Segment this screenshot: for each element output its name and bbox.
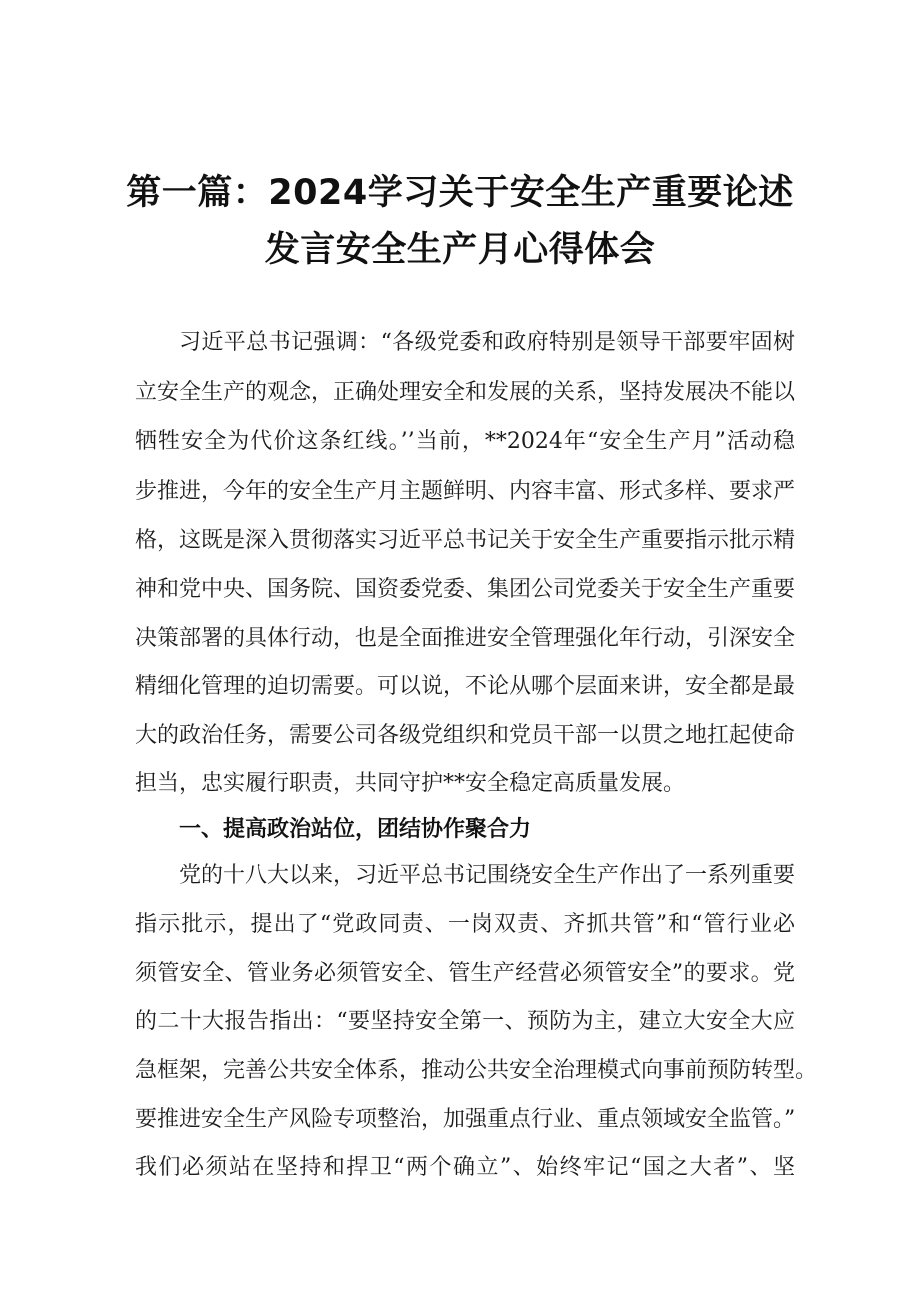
paragraph-2-line: 我们必须站在坚持和捍卫“两个确立”、始终牢记“国之大者”、坚 bbox=[135, 1155, 795, 1180]
paragraph-1-line: 立安全生产的观念，正确处理安全和发展的关系，坚持发展决不能以 bbox=[135, 380, 796, 405]
paragraph-1-line: 大的政治任务，需要公司各级党组织和党员干部一以贯之地扛起使命 bbox=[135, 723, 796, 748]
paragraph-1-line: 步推进，今年的安全生产月主题鲜明、内容丰富、形式多样、要求严 bbox=[135, 479, 796, 504]
paragraph-2-line: 要推进安全生产风险专项整治，加强重点行业、重点领域安全监管。” bbox=[135, 1107, 796, 1132]
paragraph-1-line: 担当，忠实履行职责，共同守护**安全稳定高质量发展。 bbox=[135, 771, 686, 796]
paragraph-2-line: 须管安全、管业务必须管安全、管生产经营必须管安全”的要求。党 bbox=[135, 961, 795, 986]
paragraph-1-line: 精细化管理的迫切需要。可以说，不论从哪个层面来讲，安全都是最 bbox=[135, 674, 796, 699]
paragraph-1-line: 决策部署的具体行动，也是全面推进安全管理强化年行动，引深安全 bbox=[135, 626, 796, 651]
section-heading-1: 一、提高政治站位，团结协作聚合力 bbox=[179, 817, 532, 842]
document-title-line-1: 第一篇：2024学习关于安全生产重要论述 bbox=[126, 173, 794, 213]
paragraph-1-line: 习近平总书记强调：“各级党委和政府特别是领导干部要牢固树 bbox=[179, 330, 795, 355]
paragraph-2-line: 指示批示，提出了“党政同责、一岗双责、齐抓共管”和“管行业必 bbox=[135, 912, 795, 937]
document-title-line-2: 发言安全生产月心得体会 bbox=[264, 230, 656, 270]
paragraph-1-line: 牺牲安全为代价这条红线。’’当前，**2024年“安全生产月”活动稳 bbox=[135, 429, 795, 454]
paragraph-1-line: 神和党中央、国务院、国资委党委、集团公司党委关于安全生产重要 bbox=[135, 577, 796, 602]
paragraph-2-line: 急框架，完善公共安全体系，推动公共安全治理模式向事前预防转型。 bbox=[135, 1058, 818, 1083]
paragraph-1-line: 格，这既是深入贯彻落实习近平总书记关于安全生产重要指示批示精 bbox=[135, 528, 796, 553]
paragraph-2-line: 党的十八大以来，习近平总书记围绕安全生产作出了一系列重要 bbox=[179, 863, 796, 888]
paragraph-2-line: 的二十大报告指出：“要坚持安全第一、预防为主，建立大安全大应 bbox=[135, 1009, 795, 1034]
